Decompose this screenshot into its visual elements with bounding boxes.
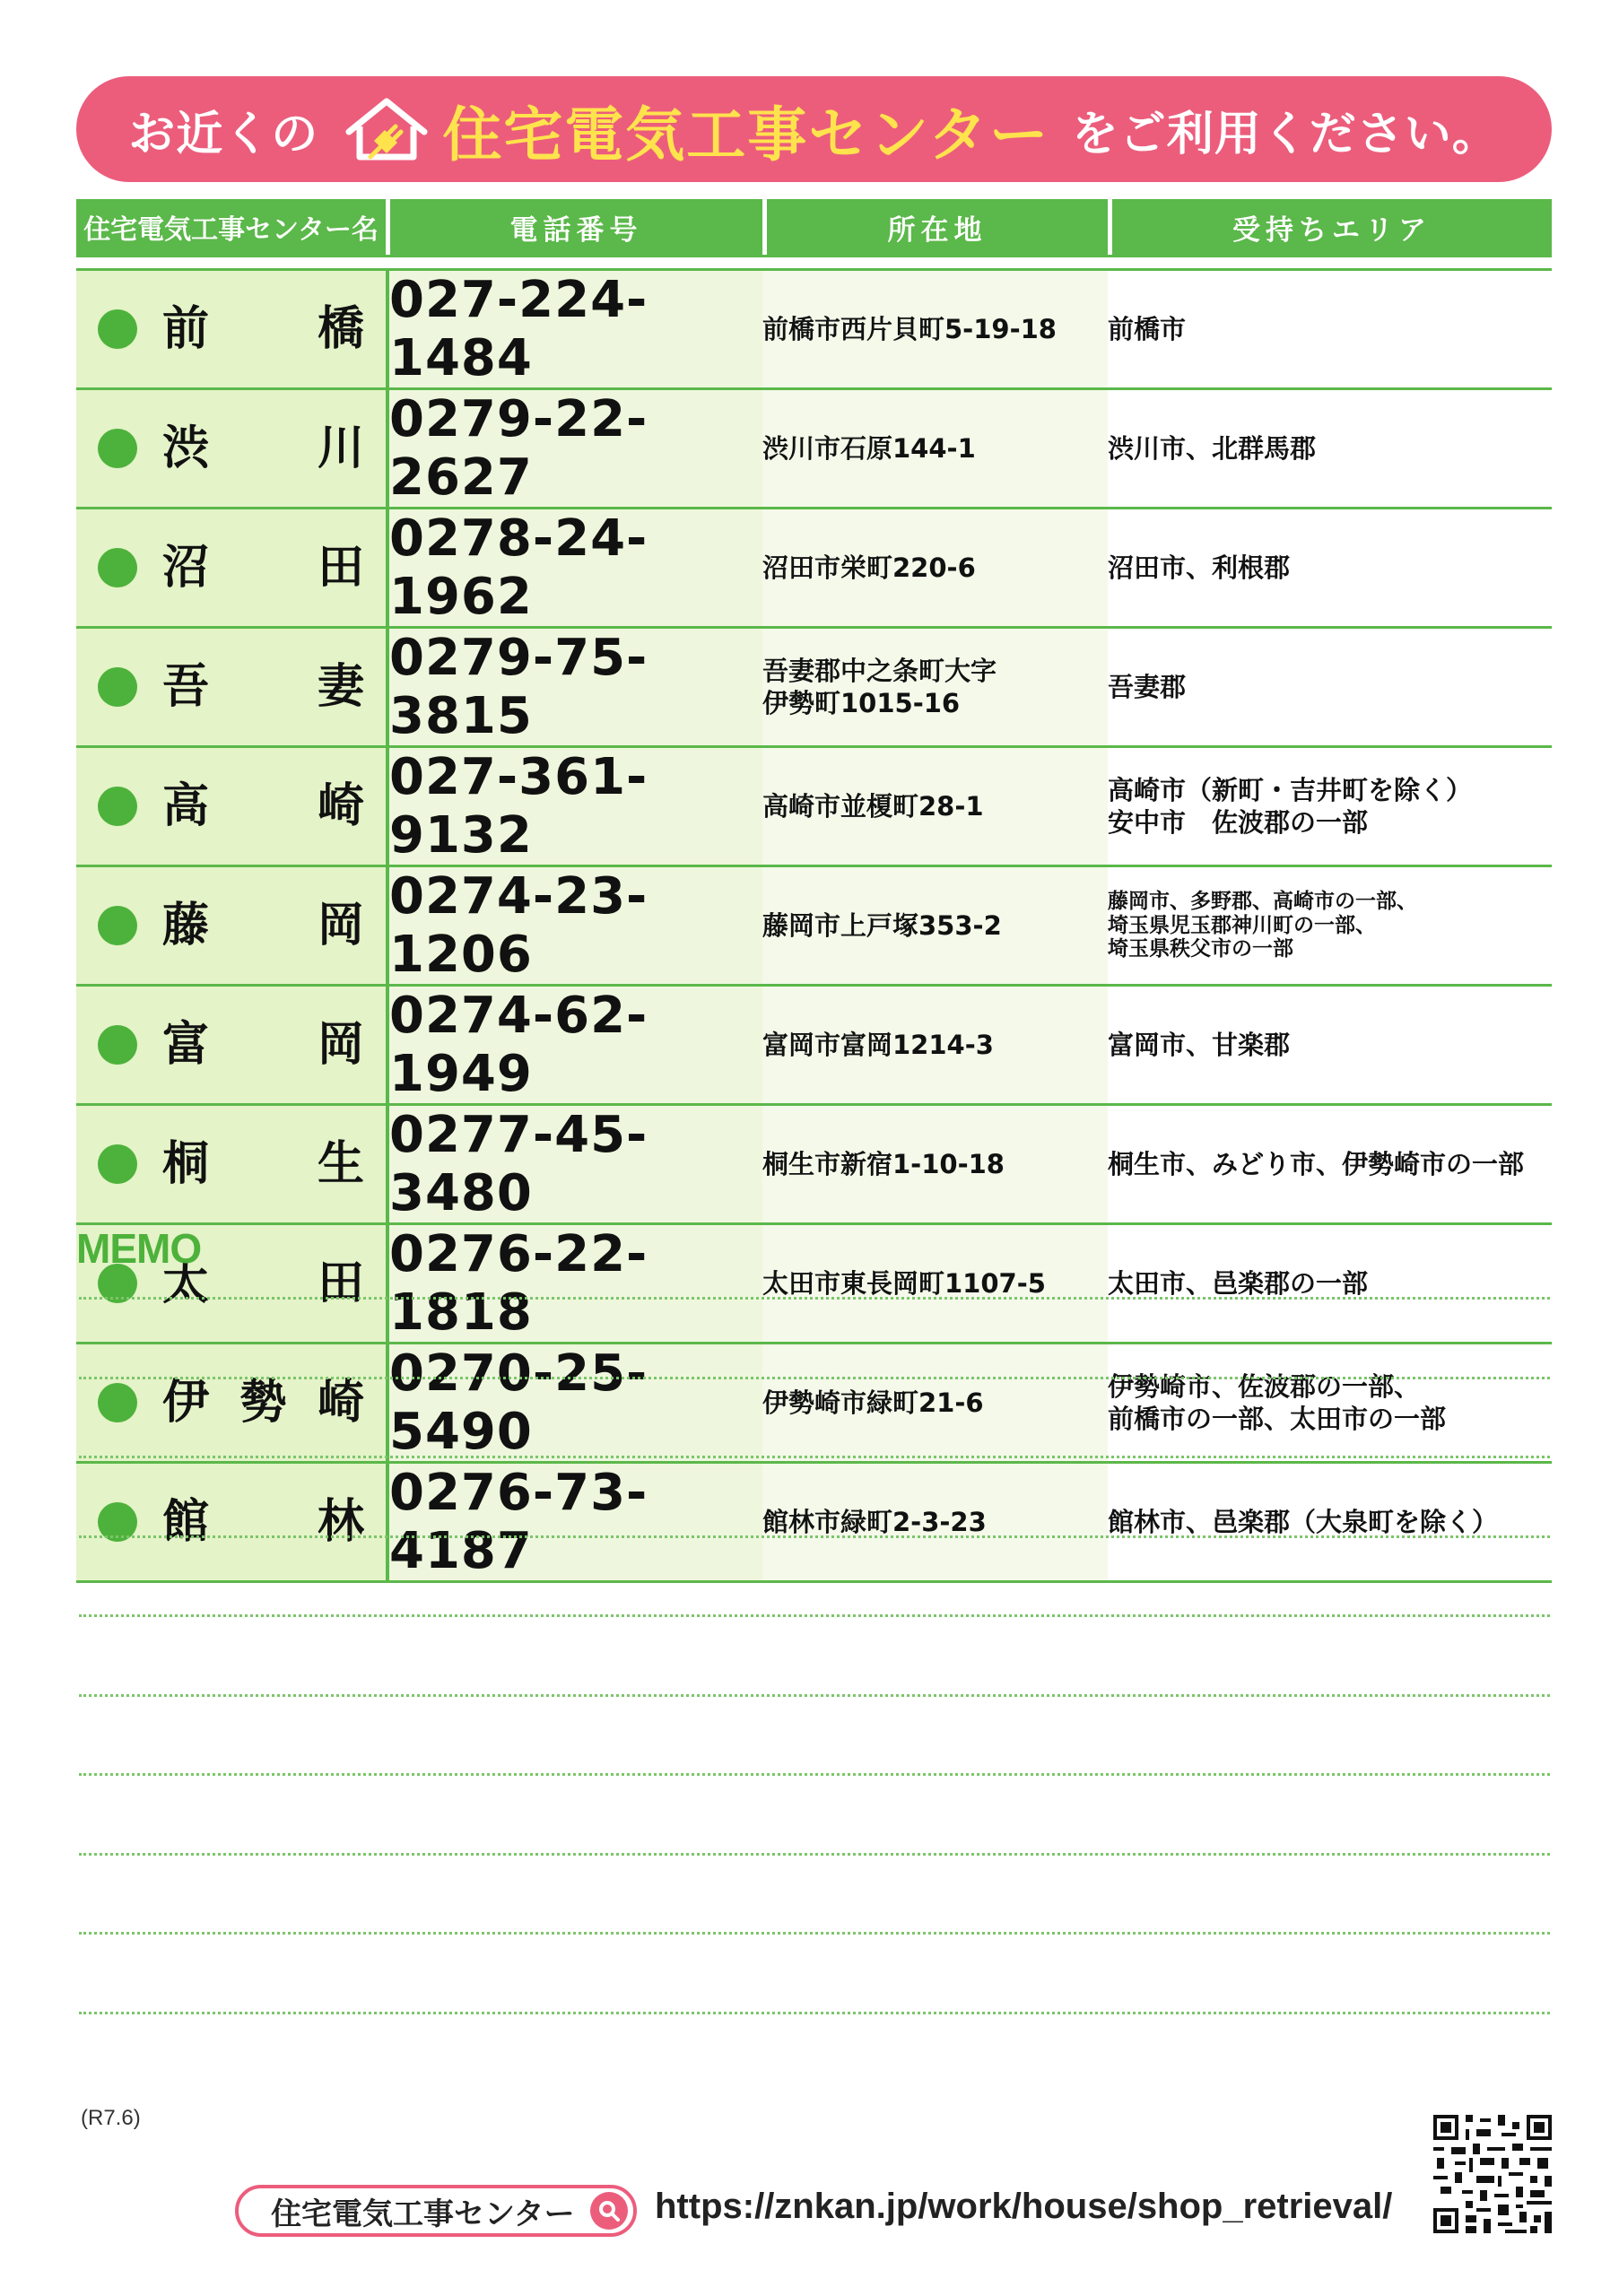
header-area: 受持ちエリア (1108, 199, 1552, 255)
table-row (76, 507, 1552, 626)
center-name-char: 岡 (317, 1018, 364, 1072)
table-row (76, 1342, 1552, 1461)
search-label: 住宅電気工事センター (271, 2196, 575, 2232)
service-area-cell (1108, 387, 1552, 507)
service-area-cell (1108, 1103, 1552, 1222)
table-row (76, 745, 1552, 865)
center-name-cell (76, 268, 386, 387)
memo-line (79, 1773, 1550, 1776)
center-name (162, 660, 364, 714)
center-name-char: 林 (317, 1495, 364, 1549)
phone-number[interactable]: 0279-75-3815 (386, 626, 762, 745)
service-area-line: 藤岡市、多野郡、高崎市の一部、 (1108, 890, 1417, 914)
center-name (162, 541, 364, 595)
memo-line (79, 1456, 1550, 1458)
service-area-line: 桐生市、みどり市、伊勢崎市の一部 (1108, 1148, 1525, 1179)
center-name-char: 川 (317, 422, 364, 475)
memo-line (79, 1694, 1550, 1697)
service-area-cell (1108, 984, 1552, 1103)
service-area-line: 太田市、邑楽郡の一部 (1108, 1267, 1369, 1299)
center-name (162, 1018, 364, 1072)
table-row (76, 626, 1552, 745)
memo-line (79, 1853, 1550, 1856)
center-name (162, 302, 364, 356)
phone-number[interactable]: 0277-45-3480 (386, 1103, 762, 1222)
service-area-line: 高崎市（新町・吉井町を除く） (1108, 774, 1473, 805)
banner-brand-text: 住宅電気工事センター (442, 100, 1050, 170)
address-line: 伊勢崎市緑町21-6 (762, 1387, 984, 1418)
center-name-cell (76, 865, 386, 984)
address-cell (762, 984, 1108, 1103)
center-name-char: 前 (162, 302, 210, 356)
center-name (162, 1495, 364, 1549)
memo-line (79, 1614, 1550, 1617)
service-area-cell (1108, 507, 1552, 626)
center-name-char: 妻 (317, 660, 364, 714)
phone-number[interactable]: 027-361-9132 (386, 745, 762, 865)
address-line: 高崎市並榎町28-1 (762, 790, 984, 822)
service-area-cell (1108, 268, 1552, 387)
service-area-line: 沼田市、利根郡 (1108, 552, 1291, 583)
bullet-dot-icon (98, 787, 137, 826)
center-name-cell (76, 387, 386, 507)
service-area-line: 埼玉県児玉郡神川町の一部、 (1108, 913, 1376, 937)
address-line: 藤岡市上戸塚353-2 (762, 909, 1002, 941)
center-name-char: 館 (162, 1495, 210, 1549)
center-name-cell (76, 507, 386, 626)
version-note: (R7.6) (81, 2106, 141, 2130)
service-area-cell (1108, 745, 1552, 865)
memo-line (79, 1535, 1550, 1538)
phone-number[interactable]: 0276-22-1818 (386, 1222, 762, 1342)
banner-tail-text: をご利用ください。 (1071, 107, 1500, 161)
qr-code-icon[interactable] (1433, 2115, 1552, 2233)
table-row (76, 865, 1552, 984)
bullet-dot-icon (98, 429, 137, 468)
center-name-char: 田 (317, 1257, 364, 1310)
center-name-cell (76, 1342, 386, 1461)
service-area-line: 渋川市、北群馬郡 (1108, 432, 1317, 464)
address-line: 富岡市富岡1214-3 (762, 1029, 994, 1060)
phone-number[interactable]: 0278-24-1962 (386, 507, 762, 626)
phone-number[interactable]: 0274-23-1206 (386, 865, 762, 984)
center-name-char: 高 (162, 779, 210, 833)
memo-line (79, 1932, 1550, 1935)
table-row (76, 1461, 1552, 1583)
service-area-line: 伊勢崎市、佐波郡の一部、 (1108, 1370, 1421, 1402)
table-row (76, 268, 1552, 387)
center-name-char: 田 (317, 541, 364, 595)
address-line: 吾妻郡中之条町大字 (762, 655, 997, 686)
address-cell (762, 865, 1108, 984)
center-name-char: 勢 (239, 1376, 287, 1430)
memo-label: MEMO (76, 1225, 202, 1272)
address-cell (762, 626, 1108, 745)
service-area-line: 埼玉県秩父市の一部 (1108, 937, 1293, 961)
center-name (162, 1376, 364, 1430)
address-line: 伊勢町1015-16 (762, 688, 961, 718)
header-center-name: 住宅電気工事センター名 (76, 199, 386, 255)
header-phone: 電話番号 (386, 199, 762, 255)
website-url[interactable]: https://znkan.jp/work/house/shop_retrieval/ (655, 2187, 1393, 2226)
phone-number[interactable]: 0279-22-2627 (386, 387, 762, 507)
center-name-cell (76, 626, 386, 745)
service-area-line: 富岡市、甘楽郡 (1108, 1029, 1291, 1060)
service-area-line: 安中市 佐波郡の一部 (1108, 807, 1369, 838)
center-name-char: 伊 (162, 1376, 210, 1430)
center-name-char: 藤 (162, 899, 210, 952)
center-name-cell (76, 984, 386, 1103)
phone-number[interactable]: 027-224-1484 (386, 268, 762, 387)
center-name-char: 岡 (317, 899, 364, 952)
center-name-char: 桐 (162, 1137, 210, 1191)
table-row (76, 1103, 1552, 1222)
center-name-char: 富 (162, 1018, 210, 1072)
center-name (162, 899, 364, 952)
address-line: 太田市東長岡町1107-5 (762, 1267, 1046, 1299)
service-area-cell (1108, 1461, 1552, 1583)
service-area-line: 吾妻郡 (1108, 671, 1187, 702)
center-name (162, 422, 364, 475)
service-area-line: 館林市、邑楽郡（大泉町を除く） (1108, 1506, 1499, 1537)
banner-lead-text: お近くの (128, 107, 319, 161)
search-icon[interactable] (590, 2192, 628, 2230)
service-area-cell (1108, 626, 1552, 745)
title-banner (76, 76, 1552, 182)
table-row (76, 387, 1552, 507)
center-name-char: 崎 (317, 1376, 364, 1430)
bullet-dot-icon (98, 548, 137, 587)
service-area-cell (1108, 1342, 1552, 1461)
center-name-char: 沼 (162, 541, 210, 595)
table-row (76, 984, 1552, 1103)
bullet-dot-icon (98, 1144, 137, 1184)
memo-line (79, 1377, 1550, 1379)
center-name-char: 渋 (162, 422, 210, 475)
service-area-cell (1108, 1222, 1552, 1342)
bullet-dot-icon (98, 906, 137, 945)
bullet-dot-icon (98, 667, 137, 707)
memo-line (79, 2012, 1550, 2014)
phone-number[interactable]: 0274-62-1949 (386, 984, 762, 1103)
memo-line (79, 1297, 1550, 1300)
center-name-cell (76, 1461, 386, 1583)
address-line: 沼田市栄町220-6 (762, 552, 976, 583)
address-line: 桐生市新宿1-10-18 (762, 1148, 1005, 1179)
bullet-dot-icon (98, 1383, 137, 1422)
address-line: 館林市緑町2-3-23 (762, 1506, 987, 1537)
address-cell (762, 507, 1108, 626)
table-header-row (76, 199, 1552, 255)
house-plug-icon (344, 96, 430, 162)
center-name-char: 吾 (162, 660, 210, 714)
bullet-dot-icon (98, 1025, 137, 1065)
search-box[interactable] (235, 2185, 637, 2237)
address-cell (762, 1103, 1108, 1222)
center-name (162, 1137, 364, 1191)
center-name-cell (76, 1103, 386, 1222)
center-name-char: 生 (317, 1137, 364, 1191)
center-name-char: 太 (162, 1257, 210, 1310)
center-name-char: 橋 (317, 302, 364, 356)
table-row (76, 1222, 1552, 1342)
bullet-dot-icon (98, 309, 137, 349)
address-cell (762, 745, 1108, 865)
address-cell (762, 1342, 1108, 1461)
center-name-char: 崎 (317, 779, 364, 833)
center-name (162, 779, 364, 833)
header-address: 所在地 (762, 199, 1108, 255)
phone-number[interactable]: 0270-25-5490 (386, 1342, 762, 1461)
phone-number[interactable]: 0276-73-4187 (386, 1461, 762, 1583)
address-cell (762, 268, 1108, 387)
service-area-line: 前橋市の一部、太田市の一部 (1108, 1404, 1447, 1434)
address-cell (762, 1222, 1108, 1342)
address-cell (762, 387, 1108, 507)
center-name-cell (76, 745, 386, 865)
address-cell (762, 1461, 1108, 1583)
address-line: 渋川市石原144-1 (762, 432, 976, 464)
service-area-cell (1108, 865, 1552, 984)
service-area-line: 前橋市 (1108, 313, 1187, 344)
address-line: 前橋市西片貝町5-19-18 (762, 313, 1057, 344)
